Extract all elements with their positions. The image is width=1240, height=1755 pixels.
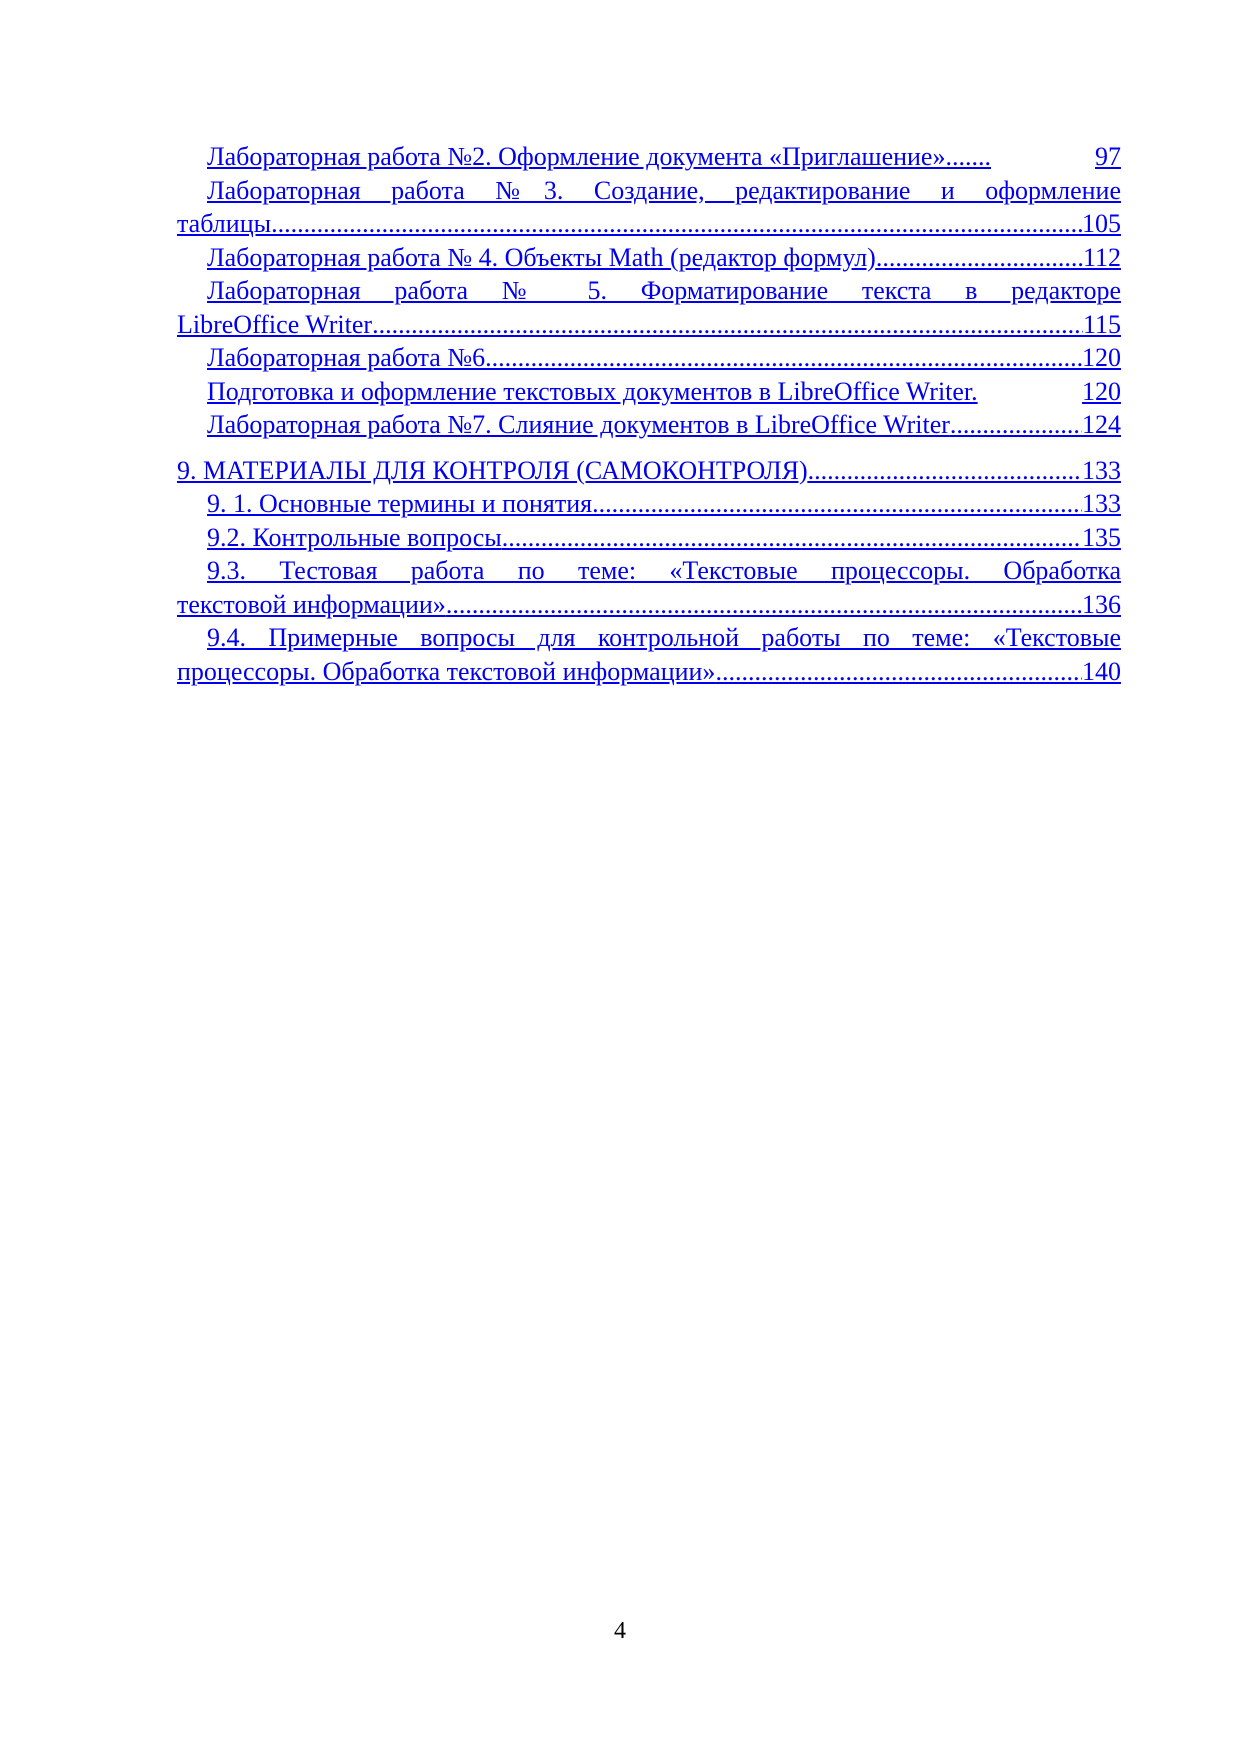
page-number: 4 bbox=[614, 1618, 626, 1644]
toc-entry-lab-3[interactable] bbox=[177, 174, 1121, 241]
toc-page-number: 140 bbox=[1082, 656, 1121, 686]
toc-entry-lab-6-subtitle[interactable] bbox=[177, 375, 1121, 409]
toc-leader bbox=[950, 408, 1082, 442]
toc-entry-section-9-4[interactable] bbox=[177, 621, 1121, 688]
toc-entry-title-line1: Лабораторная работа №3. Создание, редактирование и оформление bbox=[207, 175, 1121, 205]
toc-entry-title-line2: процессоры. Обработка текстовой информации» bbox=[177, 656, 716, 686]
toc-entry-title: Лабораторная работа № 4. Объекты Math (редактор формул) bbox=[207, 242, 876, 272]
toc-entry-lab-5[interactable] bbox=[177, 274, 1121, 341]
toc-entry-section-9-3[interactable] bbox=[177, 554, 1121, 621]
toc-page-number: 112 bbox=[1082, 242, 1121, 272]
toc-page-number: 115 bbox=[1082, 309, 1121, 339]
toc-leader bbox=[271, 207, 1082, 241]
toc-page-number: 120 bbox=[1082, 343, 1121, 372]
toc-entry-section-9[interactable] bbox=[177, 454, 1121, 488]
toc-entry-title-line1: Лабораторная работа № 5. Форматирование текста в редакторе bbox=[207, 276, 1121, 305]
toc-page-number: 133 bbox=[1082, 455, 1121, 485]
toc-page-number: 120 bbox=[1082, 376, 1121, 406]
toc-entry-title: Лабораторная работа №2. Оформление документа «Приглашение» bbox=[207, 142, 946, 171]
toc-page-number: 97 bbox=[1095, 142, 1121, 171]
toc-entry-title: 9. МАТЕРИАЛЫ ДЛЯ КОНТРОЛЯ (САМОКОНТРОЛЯ) bbox=[177, 455, 808, 485]
toc-entry-title-line1: 9.3. Тестовая работа по теме: «Текстовые процессоры. Обработка bbox=[207, 556, 1121, 585]
toc-page-number: 133 bbox=[1082, 489, 1121, 518]
toc-leader: ....... bbox=[945, 142, 991, 171]
toc-entry-lab-2[interactable] bbox=[177, 140, 1121, 174]
toc-entry-section-9-2[interactable] bbox=[177, 521, 1121, 555]
toc-entry-title-line2: текстовой информации» bbox=[177, 589, 446, 619]
toc-entry-section-9-1[interactable] bbox=[177, 487, 1121, 521]
toc-leader bbox=[446, 588, 1082, 622]
toc-page-number: 105 bbox=[1082, 209, 1121, 238]
toc-entry-title: Подготовка и оформление текстовых документов в LibreOffice Writer. bbox=[207, 376, 978, 406]
toc-entry-title: 9.2. Контрольные вопросы bbox=[207, 522, 502, 552]
toc-page-number: 136 bbox=[1082, 589, 1121, 619]
toc-entry-title-line1: 9.4. Примерные вопросы для контрольной работы по теме: «Текстовые bbox=[207, 623, 1121, 652]
toc-leader bbox=[808, 454, 1082, 488]
toc-page-number: 135 bbox=[1082, 522, 1121, 552]
toc-leader bbox=[715, 655, 1082, 689]
toc-entry-lab-7[interactable] bbox=[177, 408, 1121, 442]
toc-entry-lab-6[interactable] bbox=[177, 341, 1121, 375]
toc-entry-title: Лабораторная работа №7. Слияние документов в LibreOffice Writer bbox=[207, 410, 950, 439]
toc-entry-title: Лабораторная работа №6 bbox=[207, 343, 486, 372]
toc-leader bbox=[502, 521, 1082, 555]
toc-page-number: 124 bbox=[1082, 410, 1121, 439]
toc-leader bbox=[876, 241, 1083, 275]
toc-entry-title: 9. 1. Основные термины и понятия bbox=[207, 489, 593, 518]
toc-entry-title-line2: таблицы bbox=[177, 209, 272, 238]
toc-leader bbox=[485, 341, 1082, 375]
toc-entry-title-line2: LibreOffice Writer bbox=[177, 309, 373, 339]
toc-leader bbox=[592, 487, 1082, 521]
table-of-contents bbox=[177, 140, 1121, 688]
toc-entry-lab-4[interactable] bbox=[177, 241, 1121, 275]
toc-leader bbox=[372, 308, 1083, 342]
